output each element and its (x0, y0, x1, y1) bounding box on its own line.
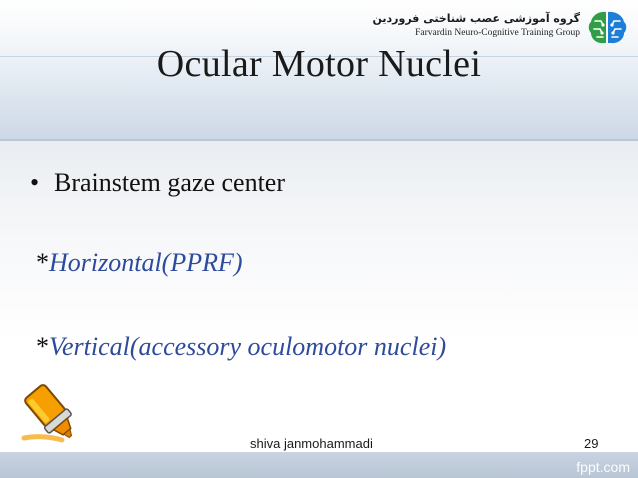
logo-english-name: Farvardin Neuro-Cognitive Training Group (415, 28, 580, 38)
bullet-symbol: • (30, 168, 40, 197)
slide-title: Ocular Motor Nuclei (156, 43, 482, 85)
footer-band (0, 452, 638, 478)
footer-author: shiva janmohammadi (250, 436, 373, 451)
item-text: Horizontal(PPRF) (49, 248, 243, 277)
item-text: Vertical(accessory oculomotor nuclei) (49, 332, 447, 361)
item-prefix: * (36, 332, 49, 361)
logo-text (372, 12, 580, 38)
list-item-vertical (36, 332, 446, 362)
highlighter-icon (18, 378, 88, 446)
page-number: 29 (584, 436, 599, 451)
list-item-horizontal (36, 248, 243, 278)
watermark: fppt.com (576, 459, 630, 475)
item-prefix: * (36, 248, 49, 277)
bullet-item (30, 168, 285, 198)
logo-persian-name: گروه آموزشی عصب شناختی فروردین (372, 12, 580, 25)
bullet-text: Brainstem gaze center (54, 168, 285, 197)
